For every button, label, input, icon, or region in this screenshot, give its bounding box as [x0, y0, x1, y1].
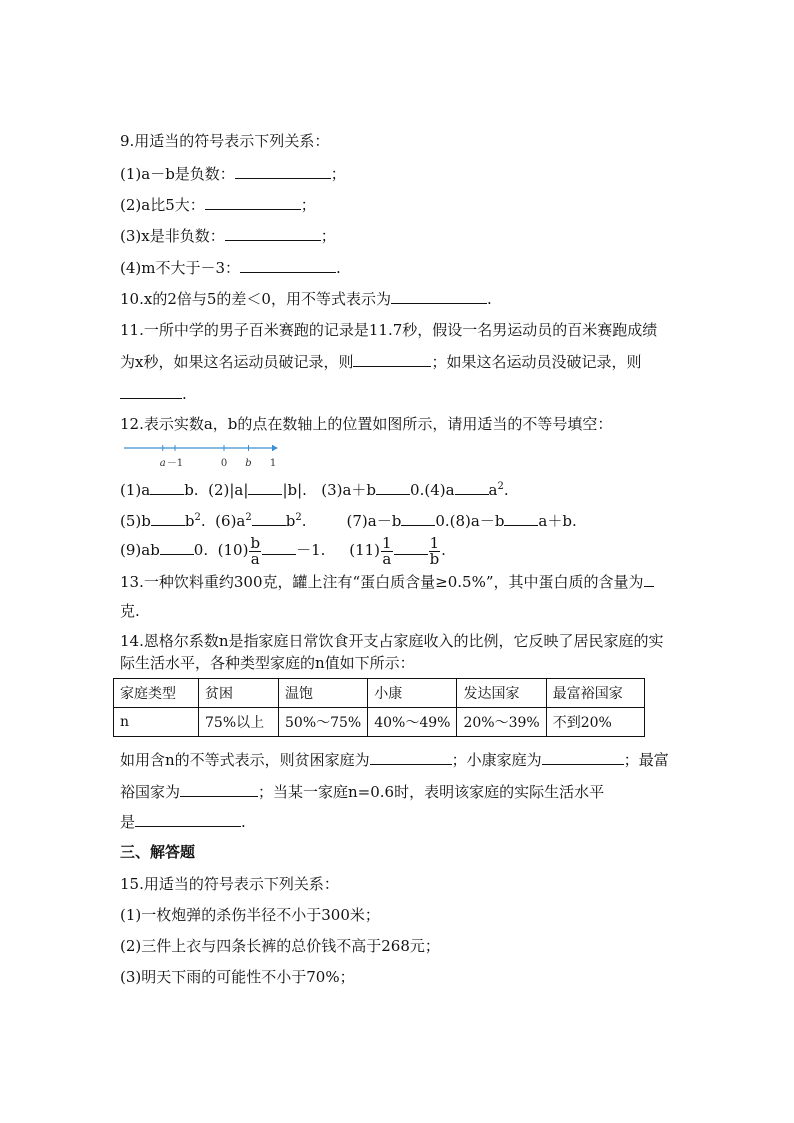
q9-item-2-label: (2)a比5大：: [120, 196, 205, 214]
q12-6-end: .: [301, 512, 307, 530]
q12-9-end: 0.: [193, 541, 209, 559]
q14-line-1: 14.恩格尔系数n是指家庭日常饮食开支占家庭收入的比例，它反映了居民家庭的实: [120, 632, 664, 650]
q9-item-1-label: (1)a－b是负数：: [120, 165, 235, 183]
q9-title: 9.用适当的符号表示下列关系：: [120, 132, 330, 150]
q9-item-1: [120, 162, 346, 184]
q12-title: 12.表示实数a，b的点在数轴上的位置如图所示，请用适当的不等号填空：: [120, 415, 613, 433]
answer-blank[interactable]: [391, 287, 487, 304]
q12-11-end: .: [441, 541, 446, 559]
section-heading: 三、解答题: [120, 843, 196, 861]
q9-item-3: [120, 224, 336, 246]
answer-blank[interactable]: [542, 748, 624, 765]
number-line-label: a: [159, 458, 166, 469]
table-row: [114, 708, 645, 737]
answer-blank[interactable]: [240, 256, 336, 273]
q12-5-sup: 2: [194, 512, 201, 523]
q12-6-sup-b: 2: [295, 512, 302, 523]
q12-1-label: (1)a: [120, 481, 151, 499]
q12-3-label: (3)a＋b: [321, 481, 377, 499]
table-header-row: [114, 679, 645, 708]
q12-row-2: [120, 507, 577, 529]
table-cell: n: [114, 708, 199, 737]
answer-blank[interactable]: [180, 780, 258, 797]
q14-text-c2: .: [241, 813, 246, 831]
q13-text: 13.一种饮料重约300克，罐上注有“蛋白质含量≥0.5%”，其中蛋白质的含量为: [120, 573, 644, 591]
q14-text-c1: 是: [120, 813, 136, 831]
q12-4-sup: 2: [497, 481, 504, 492]
q12-row-3: [120, 528, 446, 572]
q11-text-b: ；如果这名运动员没破记录，则: [431, 353, 642, 371]
engel-table: [113, 678, 645, 737]
fraction-b-over-a: [249, 533, 261, 568]
q12-5-end: .: [200, 512, 206, 530]
q14-text-b1: 裕国家为: [120, 783, 181, 801]
q12-10-label: (10): [217, 541, 249, 559]
answer-blank[interactable]: [151, 509, 185, 526]
answer-blank[interactable]: [644, 570, 654, 587]
q12-4-a: a: [488, 481, 498, 499]
q9-item-3-end: ；: [320, 227, 336, 245]
q15-title: 15.用适当的符号表示下列关系：: [120, 875, 339, 893]
answer-blank[interactable]: [401, 509, 435, 526]
q15-item-2: (2)三件上衣与四条长裤的总价钱不高于268元；: [120, 937, 440, 955]
q14-line-2: 际生活水平，各种类型家庭的n值如下所示：: [120, 654, 415, 672]
answer-blank[interactable]: [252, 509, 286, 526]
number-line-label: －1: [166, 458, 184, 469]
q9-item-2-end: ；: [300, 196, 316, 214]
answer-blank[interactable]: [205, 193, 301, 210]
q10-text: 10.x的2倍与5的差＜0，用不等式表示为: [120, 290, 391, 308]
q14-text-b2: ；当某一家庭n=0.6时，表明该家庭的实际生活水平: [258, 783, 605, 801]
q12-2-label: (2)|a|: [208, 481, 249, 499]
q11-line-3: [120, 382, 187, 404]
q12-7-label: (7)a－b: [346, 512, 402, 530]
answer-blank[interactable]: [135, 810, 241, 827]
q9-item-4-label: (4)m不大于－3：: [120, 259, 241, 277]
answer-blank[interactable]: [120, 382, 182, 399]
q14-answer-line-2: [120, 780, 604, 802]
number-line: [122, 440, 282, 476]
table-cell: 小康: [368, 679, 457, 708]
q9-item-4: [120, 256, 341, 278]
q12-2-end: |b|.: [282, 481, 307, 499]
q12-8-end: a＋b.: [538, 512, 577, 530]
fraction-numerator: 1: [382, 533, 392, 552]
answer-blank[interactable]: [235, 162, 331, 179]
q11-end: .: [182, 385, 187, 403]
table-cell: 最富裕国家: [546, 679, 644, 708]
fraction-denominator: a: [250, 549, 260, 568]
q14-text-a1: 如用含n的不等式表示，则贫困家庭为: [120, 751, 370, 769]
q9-item-1-end: ；: [330, 165, 346, 183]
q12-5-b: b: [184, 512, 195, 530]
answer-blank[interactable]: [150, 478, 184, 495]
q13-line-2: 克.: [120, 602, 140, 620]
q12-6-b: b: [285, 512, 296, 530]
answer-blank[interactable]: [394, 538, 428, 555]
q11-line-1: 11.一所中学的男子百米赛跑的记录是11.7秒，假设一名男运动员的百米赛跑成绩: [120, 321, 658, 339]
table-cell: 温饱: [279, 679, 368, 708]
fraction-1-over-a: [381, 533, 393, 568]
q9-item-3-label: (3)x是非负数：: [120, 227, 225, 245]
q14-answer-line-1: [120, 748, 669, 770]
fraction-denominator: a: [382, 549, 392, 568]
number-line-label: 0: [220, 458, 228, 469]
q12-5-label: (5)b: [120, 512, 151, 530]
q12-10-end: －1.: [296, 541, 326, 559]
table-cell: 发达国家: [457, 679, 546, 708]
q14-text-a3: ；最富: [623, 751, 669, 769]
q12-4-end: .: [503, 481, 509, 499]
table-cell: 20%～39%: [457, 708, 546, 737]
q11-text-a: 为x秒，如果这名运动员破记录，则: [120, 353, 354, 371]
q15-item-1: (1)一枚炮弹的杀伤半径不小于300米；: [120, 906, 380, 924]
q10-end: .: [486, 290, 492, 308]
q12-9-label: (9)ab: [120, 541, 160, 559]
answer-blank[interactable]: [160, 538, 194, 555]
q10: [120, 287, 492, 309]
q9-item-2: [120, 193, 316, 215]
q12-11-label: (11): [349, 541, 381, 559]
answer-blank[interactable]: [376, 478, 410, 495]
table-cell: 40%～49%: [368, 708, 457, 737]
q15-item-3: (3)明天下雨的可能性不小于70%；: [120, 968, 355, 986]
fraction-1-over-b: [429, 533, 441, 568]
number-line-label: 1: [269, 458, 277, 469]
answer-blank[interactable]: [353, 350, 431, 367]
q14-text-a2: ；小康家庭为: [451, 751, 542, 769]
fraction-denominator: b: [429, 549, 440, 568]
q12-row-1: [120, 476, 509, 498]
answer-blank[interactable]: [504, 509, 538, 526]
number-line-label: b: [245, 458, 252, 469]
q12-1-end: b.: [184, 481, 199, 499]
table-cell: 家庭类型: [114, 679, 199, 708]
q14-answer-line-3: [120, 810, 246, 832]
table-cell: 不到20%: [546, 708, 644, 737]
table-cell: 贫困: [199, 679, 279, 708]
q12-8-label: 0.(8)a－b: [435, 512, 505, 530]
q12-4-label: 0.(4)a: [410, 481, 455, 499]
answer-blank[interactable]: [225, 224, 321, 241]
q12-6-sup-a: 2: [245, 512, 252, 523]
table-cell: 75%以上: [199, 708, 279, 737]
answer-blank[interactable]: [455, 478, 489, 495]
q11-line-2: [120, 350, 641, 372]
q13-line-1: [120, 570, 654, 592]
table-cell: 50%～75%: [279, 708, 368, 737]
q12-6-label: (6)a: [215, 512, 246, 530]
answer-blank[interactable]: [370, 748, 452, 765]
answer-blank[interactable]: [262, 538, 296, 555]
fraction-numerator: 1: [429, 533, 440, 552]
answer-blank[interactable]: [248, 478, 282, 495]
q9-item-4-end: .: [336, 259, 341, 277]
fraction-numerator: b: [250, 533, 261, 552]
